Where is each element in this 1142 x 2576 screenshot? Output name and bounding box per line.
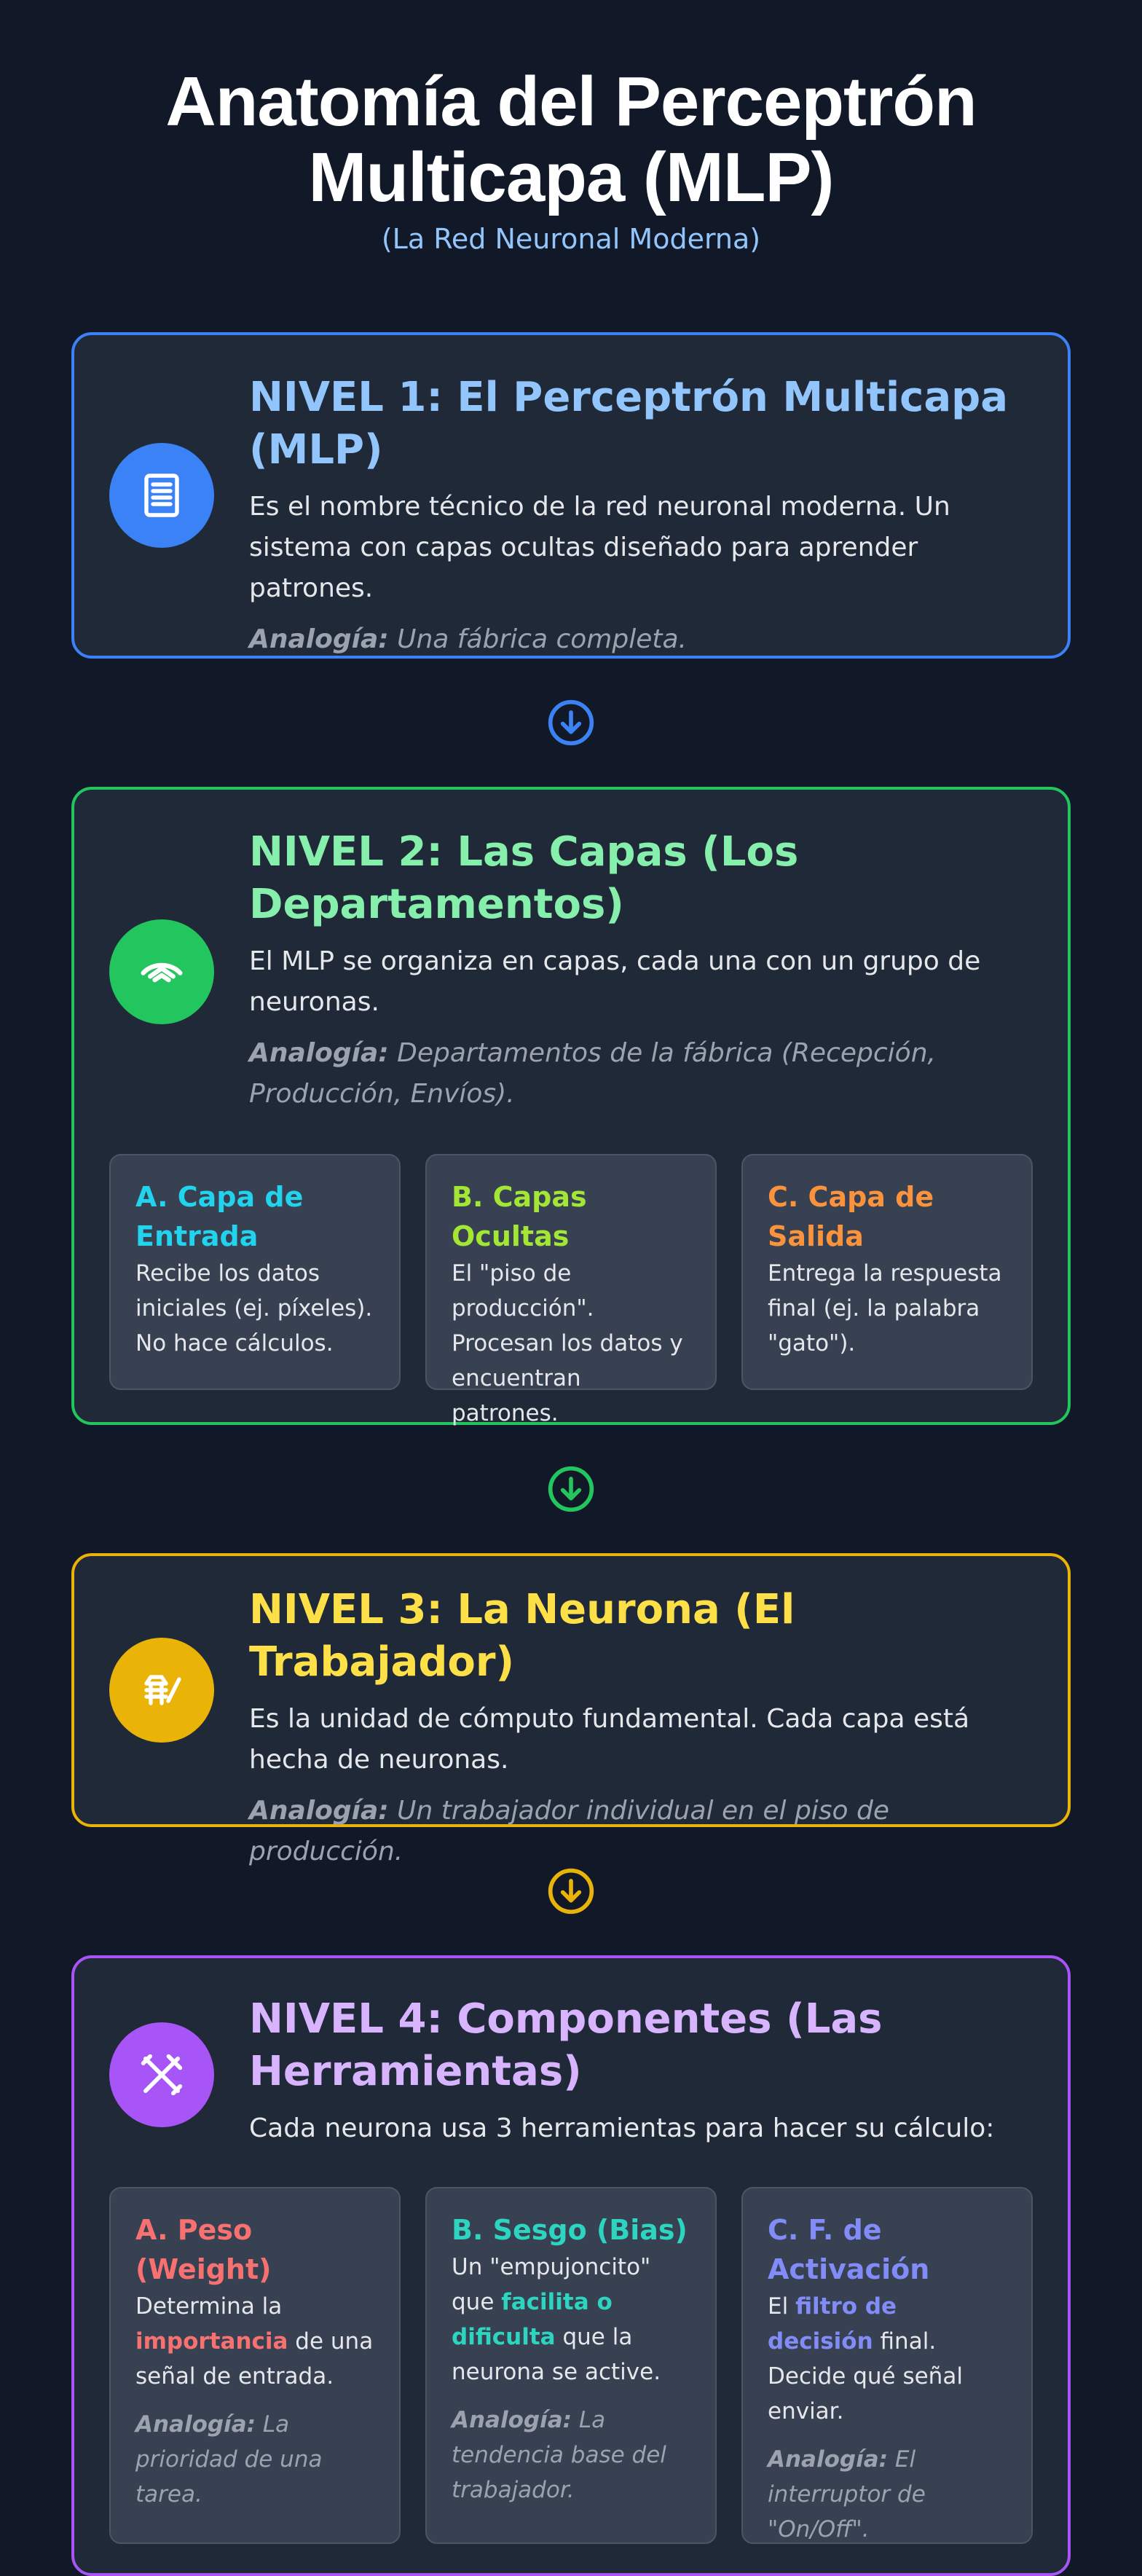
level-2-card — [71, 787, 1071, 1425]
component-activation-card — [741, 2187, 1033, 2544]
layer-hidden-card — [425, 1154, 717, 1426]
level-3-title: NIVEL 3: La Neurona (El Trabajador) — [249, 1586, 795, 1686]
page-title — [0, 64, 1142, 216]
layers-icon — [134, 944, 189, 1000]
component-activation-text: El filtro de decisión final. Decide qué señal enviar. — [768, 2293, 963, 2424]
component-weight-analogy: Analogía: La prioridad de una tarea. — [135, 2411, 323, 2508]
document-icon — [135, 469, 188, 522]
tools-icon — [134, 2047, 189, 2102]
level-2-icon-badge — [109, 919, 214, 1024]
arrow-down-icon — [546, 1866, 596, 1916]
layer-input-title: A. Capa de Entrada — [135, 1181, 304, 1252]
level-1-analogy — [249, 619, 1036, 660]
layer-hidden-title: B. Capas Ocultas — [452, 1181, 587, 1252]
analogy-text: Una fábrica completa. — [397, 624, 687, 654]
activation-highlight: filtro de decisión — [768, 2293, 897, 2355]
level-1-text: Es el nombre técnico de la red neuronal moderna. Un sistema con capas ocultas diseñado para aprender patrones. — [249, 492, 950, 603]
level-1-icon-badge — [109, 443, 214, 548]
component-bias-card — [425, 2187, 717, 2544]
level-4-card — [71, 1955, 1071, 2576]
level-1-card — [71, 332, 1071, 659]
weight-highlight: importancia — [135, 2328, 288, 2355]
component-bias-title: B. Sesgo (Bias) — [452, 2214, 688, 2246]
component-bias-analogy: Analogía: La tendencia base del trabajador. — [452, 2407, 666, 2503]
component-weight-card — [109, 2187, 401, 2544]
layer-output-card — [741, 1154, 1033, 1390]
level-2-analogy — [249, 1033, 1036, 1115]
analogy-label: Analogía: — [249, 1796, 389, 1826]
analogy-text: Departamentos de la fábrica (Recepción, Producción, Envíos). — [249, 1038, 936, 1109]
component-bias-text: Un "empujoncito" que facilita o dificulta que la neurona se active. — [452, 2254, 661, 2385]
analogy-text: Un trabajador individual en el piso de producción. — [249, 1796, 890, 1866]
level-3-icon-badge — [109, 1638, 214, 1743]
layer-input-card — [109, 1154, 401, 1390]
level-1-title: NIVEL 1: El Perceptrón Multicapa (MLP) — [249, 374, 1009, 474]
layer-input-text: Recibe los datos iniciales (ej. píxeles). No hace cálculos. — [135, 1260, 373, 1356]
arrow-down-icon — [546, 698, 596, 747]
analogy-label: Analogía: — [249, 624, 389, 654]
level-3-text: Es la unidad de cómputo fundamental. Cada capa está hecha de neuronas. — [249, 1704, 970, 1775]
level-4-icon-badge — [109, 2022, 214, 2127]
title-line-1: Anatomía del Perceptrón — [165, 63, 977, 141]
level-2-title: NIVEL 2: Las Capas (Los Departamentos) — [249, 828, 799, 928]
page-subtitle: (La Red Neuronal Moderna) — [381, 223, 761, 255]
layer-output-title: C. Capa de Salida — [768, 1181, 934, 1252]
bias-highlight: facilita o dificulta — [452, 2289, 613, 2350]
component-weight-title: A. Peso (Weight) — [135, 2214, 272, 2285]
component-activation-title: C. F. de Activación — [768, 2214, 930, 2285]
component-weight-text: Determina la importancia de una señal de entrada. — [135, 2293, 374, 2390]
analogy-label: Analogía: — [249, 1038, 389, 1068]
level-4-title: NIVEL 4: Componentes (Las Herramientas) — [249, 1995, 883, 2095]
arrow-down-icon — [546, 1464, 596, 1514]
level-2-text: El MLP se organiza en capas, cada una con un grupo de neuronas. — [249, 946, 981, 1017]
layer-hidden-text: El "piso de producción". Procesan los datos y encuentran patrones. — [452, 1260, 683, 1426]
worker-icon — [135, 1664, 188, 1716]
component-activation-analogy: Analogía: El interruptor de "On/Off". — [768, 2446, 926, 2542]
title-line-2: Multicapa (MLP) — [308, 138, 834, 216]
level-3-analogy — [249, 1791, 1036, 1872]
level-3-card — [71, 1553, 1071, 1866]
level-4-text: Cada neurona usa 3 herramientas para hacer su cálculo: — [249, 2113, 995, 2143]
layer-output-text: Entrega la respuesta final (ej. la palabra "gato"). — [768, 1260, 1002, 1356]
